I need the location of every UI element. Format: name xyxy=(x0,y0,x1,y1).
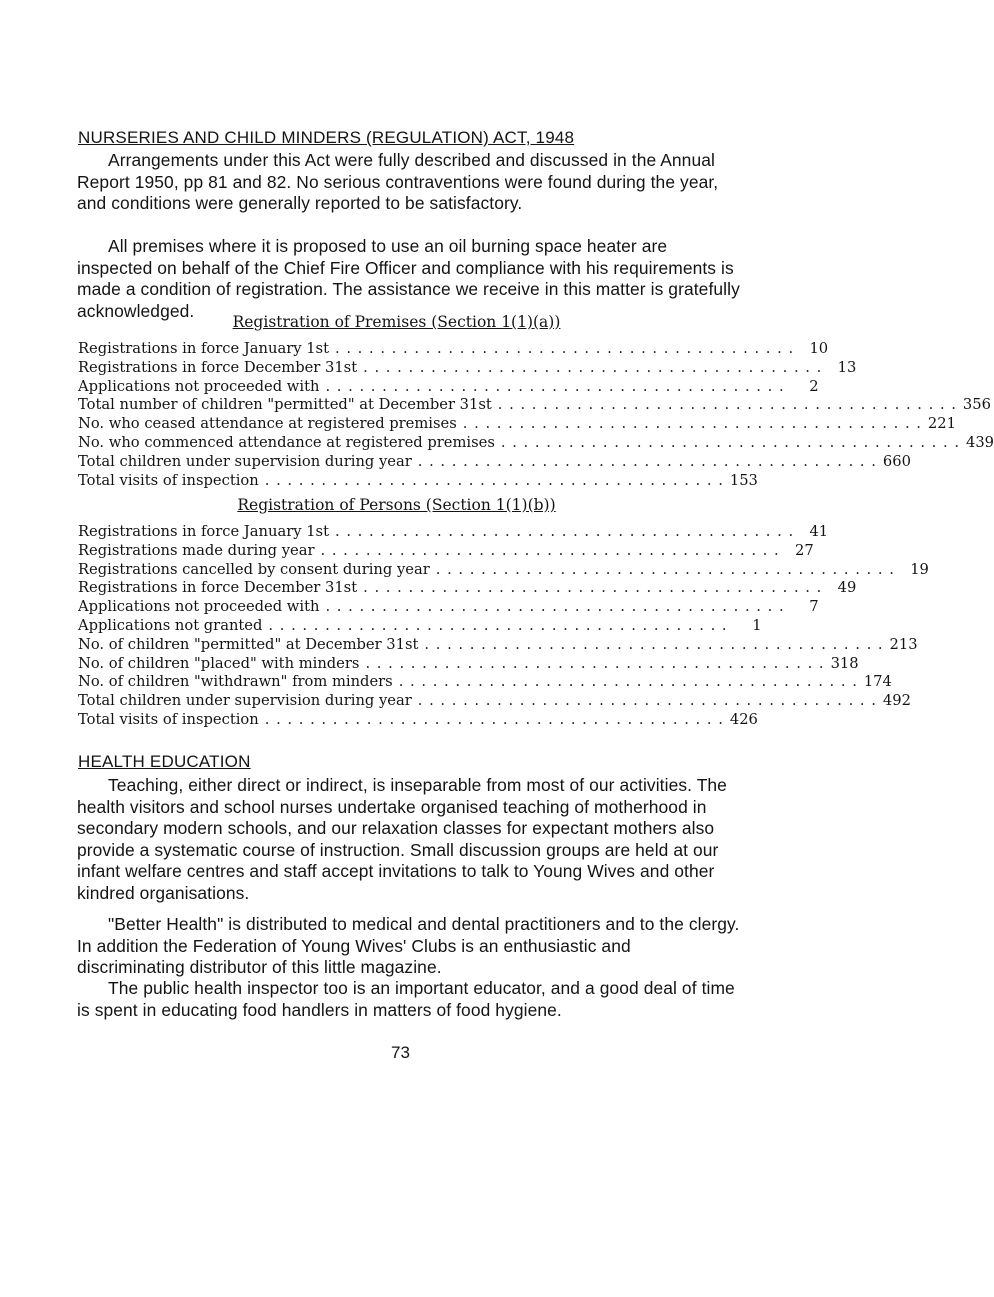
table-row xyxy=(78,560,929,580)
leader-dots: . . . . . . . . . . . . . . . . . . . . . . . . . . . . . . . . . . . . . . . . . xyxy=(268,616,728,634)
table-row xyxy=(78,377,819,397)
row-label: No. of children "permitted" at December 31st xyxy=(78,635,419,653)
table-row xyxy=(78,396,991,415)
row-label: Total children under supervision during year xyxy=(78,452,412,470)
table-row xyxy=(78,579,857,598)
row-value: 41 xyxy=(809,523,829,540)
row-value: 2 xyxy=(809,377,819,395)
row-label: Registrations in force January 1st xyxy=(78,523,329,540)
row-label: Total number of children "permitted" at December 31st xyxy=(78,396,492,414)
paragraph-teaching: Teaching, either direct or indirect, is inseparable from most of our activities. The health visitors and school nurses undertake organised teaching of motherhood in secondary modern schools, and our relaxation classes for expectant mothers also provide a systematic course of instruction. Small discussion groups are held at our infant welfare centres and staff accept invitations to talk to Young Wives and other kindred organisations. xyxy=(77,775,727,903)
table-row xyxy=(78,673,892,692)
paragraph-public-health-inspector: The public health inspector too is an important educator, and a good deal of time is spent in educating food handlers in matters of food hygiene. xyxy=(77,978,735,1020)
table-row xyxy=(78,710,758,730)
table-row xyxy=(78,616,762,636)
row-value: 213 xyxy=(889,635,918,653)
table-row xyxy=(78,358,857,378)
table-row xyxy=(78,471,758,491)
row-label: Applications not granted xyxy=(78,616,263,634)
premises-table xyxy=(78,340,994,490)
table-row xyxy=(78,598,819,617)
leader-dots: . . . . . . . . . . . . . . . . . . . . . . . . . . . . . . . . . . . . . . . . . xyxy=(417,452,877,470)
leader-dots: . . . . . . . . . . . . . . . . . . . . . . . . . . . . . . . . . . . . . . . . . xyxy=(435,560,895,578)
leader-dots: . . . . . . . . . . . . . . . . . . . . . . . . . . . . . . . . . . . . . . . . . xyxy=(398,673,858,691)
row-label: Registrations in force December 31st xyxy=(78,579,358,597)
paragraph-arrangements: Arrangements under this Act were fully described and discussed in the Annual Report 1950, pp 81 and 82. No serious contraventions were found during the year, and conditions were generally reported to be satisfactory. xyxy=(77,150,719,213)
row-value: 7 xyxy=(809,598,819,616)
table-row xyxy=(78,654,859,674)
row-label: No. who commenced attendance at registered premises xyxy=(78,433,495,451)
row-value: 318 xyxy=(830,654,859,672)
row-label: Total visits of inspection xyxy=(78,710,259,728)
leader-dots: . . . . . . . . . . . . . . . . . . . . . . . . . . . . . . . . . . . . . . . . . xyxy=(365,654,825,672)
row-label: No. of children "withdrawn" from minders xyxy=(78,673,393,691)
row-value: 19 xyxy=(910,560,929,578)
leader-dots: . . . . . . . . . . . . . . . . . . . . . . . . . . . . . . . . . . . . . . . . . xyxy=(363,358,823,376)
leader-dots: . . . . . . . . . . . . . . . . . . . . . . . . . . . . . . . . . . . . . . . . . xyxy=(334,340,795,357)
table-row xyxy=(78,523,829,542)
row-label: No. who ceased attendance at registered premises xyxy=(78,415,457,433)
table-row xyxy=(78,433,994,453)
row-value: 660 xyxy=(882,452,911,470)
row-label: Registrations made during year xyxy=(78,541,315,559)
leader-dots: . . . . . . . . . . . . . . . . . . . . . . . . . . . . . . . . . . . . . . . . . xyxy=(363,579,823,597)
table-row xyxy=(78,692,911,711)
row-value: 153 xyxy=(729,471,758,489)
table-row xyxy=(78,340,829,359)
row-value: 426 xyxy=(729,710,758,728)
row-label: No. of children "placed" with minders xyxy=(78,654,360,672)
subheading-registration-premises: Registration of Premises (Section 1(1)(a)) xyxy=(232,313,561,331)
leader-dots: . . . . . . . . . . . . . . . . . . . . . . . . . . . . . . . . . . . . . . . . . xyxy=(424,635,884,653)
row-value: 439 xyxy=(965,433,994,451)
leader-dots: . . . . . . . . . . . . . . . . . . . . . . . . . . . . . . . . . . . . . . . . . xyxy=(417,692,877,710)
row-label: Total visits of inspection xyxy=(78,471,259,489)
paragraph-premises-heater: All premises where it is proposed to use an oil burning space heater are inspected on behalf of the Chief Fire Officer and compliance with his requirements is made a condition of registration. The assistance we receive in this matter is gratefully acknowledged. xyxy=(77,236,740,321)
section-heading-health-education: HEALTH EDUCATION xyxy=(78,752,251,771)
paragraph-better-health: "Better Health" is distributed to medical and dental practitioners and to the clergy. In addition the Federation of Young Wives' Clubs is an enthusiastic and discriminating distributor of this little magazine. xyxy=(77,914,740,977)
table-row xyxy=(78,635,918,655)
page-number: 73 xyxy=(391,1043,410,1062)
row-value: 221 xyxy=(927,415,956,433)
row-value: 356 xyxy=(962,396,991,414)
row-value: 492 xyxy=(882,692,911,710)
persons-table xyxy=(78,523,929,730)
row-value: 1 xyxy=(752,616,762,634)
table-row xyxy=(78,541,814,561)
row-value: 27 xyxy=(794,541,814,559)
leader-dots: . . . . . . . . . . . . . . . . . . . . . . . . . . . . . . . . . . . . . . . . . xyxy=(462,415,922,433)
leader-dots: . . . . . . . . . . . . . . . . . . . . . . . . . . . . . . . . . . . . . . . . . xyxy=(264,471,724,489)
row-label: Applications not proceeded with xyxy=(78,377,320,395)
row-value: 10 xyxy=(809,340,829,357)
leader-dots: . . . . . . . . . . . . . . . . . . . . . . . . . . . . . . . . . . . . . . . . . xyxy=(334,523,795,540)
leader-dots: . . . . . . . . . . . . . . . . . . . . . . . . . . . . . . . . . . . . . . . . . xyxy=(325,598,785,616)
row-value: 174 xyxy=(863,673,892,691)
section-heading-nurseries: NURSERIES AND CHILD MINDERS (REGULATION) ACT, 1948 xyxy=(78,128,575,147)
leader-dots: . . . . . . . . . . . . . . . . . . . . . . . . . . . . . . . . . . . . . . . . . xyxy=(320,541,780,559)
subheading-registration-persons: Registration of Persons (Section 1(1)(b)) xyxy=(237,496,556,514)
row-label: Total children under supervision during year xyxy=(78,692,412,710)
row-label: Applications not proceeded with xyxy=(78,598,320,616)
row-label: Registrations in force January 1st xyxy=(78,340,329,357)
row-label: Registrations in force December 31st xyxy=(78,358,358,376)
table-row xyxy=(78,415,956,434)
row-label: Registrations cancelled by consent during year xyxy=(78,560,430,578)
row-value: 13 xyxy=(837,358,857,376)
leader-dots: . . . . . . . . . . . . . . . . . . . . . . . . . . . . . . . . . . . . . . . . . xyxy=(264,710,724,728)
leader-dots: . . . . . . . . . . . . . . . . . . . . . . . . . . . . . . . . . . . . . . . . . xyxy=(500,433,961,451)
leader-dots: . . . . . . . . . . . . . . . . . . . . . . . . . . . . . . . . . . . . . . . . . xyxy=(497,396,957,414)
table-row xyxy=(78,452,911,472)
leader-dots: . . . . . . . . . . . . . . . . . . . . . . . . . . . . . . . . . . . . . . . . . xyxy=(325,377,785,395)
row-value: 49 xyxy=(837,579,857,597)
